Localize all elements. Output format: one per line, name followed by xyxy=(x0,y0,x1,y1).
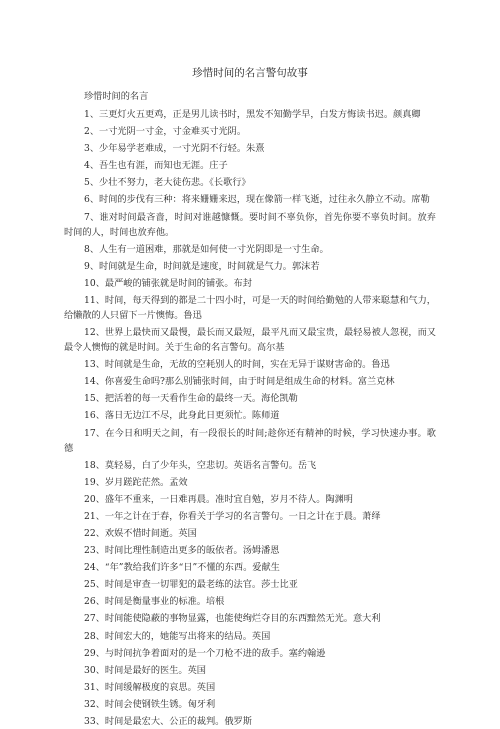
quote-item: 1、三更灯火五更鸡，正是男儿读书时，黑发不知勤学早，白发方悔读书迟。颜真卿 xyxy=(84,109,421,120)
quote-item: 20、盛年不重来，一日难再晨。准时宜自勉，岁月不待人。陶渊明 xyxy=(84,493,353,505)
quote-item: 32、时间会使钢铁生锈。匈牙利 xyxy=(84,698,216,710)
quote-item: 3、少年易学老难成，一寸光阴不行轻。朱熹 xyxy=(84,143,265,155)
quote-item: 18、莫轻易，白了少年头，空悲切。英语名言警句。岳飞 xyxy=(84,459,317,471)
quote-item: 33、时间是最宏大、公正的裁判。俄罗斯 xyxy=(84,716,252,727)
quote-item: 30、时间是最好的医生。英国 xyxy=(84,664,206,676)
quote-item: 14、你喜爱生命吗?那么别铺张时间，由于时间是组成生命的材料。富兰克林 xyxy=(84,376,395,388)
quote-list xyxy=(64,107,436,729)
quote-item: 11、时间，每天得到的都是二十四小时，可是一天的时间给勤勉的人带来聪慧和气力，给懒散的人只留下一片懊悔。鲁迅 xyxy=(64,294,436,321)
section-subtitle: 珍惜时间的名言 xyxy=(84,91,149,102)
quote-item: 24、“年”教给我们许多“日”不懂的东西。爱献生 xyxy=(84,562,280,574)
quote-item: 7、谁对时间最吝啬，时间对谁越慷慨。要时间不辜负你，首先你要不辜负时间。放弃时间的人，时间也放弃他。 xyxy=(64,211,436,238)
quote-item: 22、欢娱不惜时间逝。英国 xyxy=(84,527,197,539)
quote-item: 25、时间是审查一切罪犯的最老练的法官。莎士比亚 xyxy=(84,579,298,591)
quote-item: 28、时间宏大的，她能写出将来的结局。英国 xyxy=(84,630,271,642)
quote-item: 19、岁月蹉跎茫然。孟效 xyxy=(84,476,188,488)
quote-item: 5、少壮不努力，老大徒伤悲。《长歌行》 xyxy=(84,177,251,189)
quote-item: 9、时间就是生命，时间就是速度，时间就是气力。郭沫若 xyxy=(84,260,320,272)
quote-item: 15、把活着的每一天看作生命的最终一天。海伦凯勒 xyxy=(84,393,298,405)
quote-item: 16、落日无边江不尽，此身此日更须忙。陈师道 xyxy=(84,410,280,422)
quote-item: 12、世界上最快而又最慢，最长而又最短，最平凡而又最宝贵，最轻易被人忽视，而又最令人懊悔的就是时间。关于生命的名言警句。高尔基 xyxy=(64,327,436,354)
quote-item: 26、时间是衡量事业的标准。培根 xyxy=(84,596,225,608)
quote-item: 10、最严峻的铺张就是时间的铺张。布封 xyxy=(84,277,252,289)
quote-item: 6、时间的步伐有三种：将来姗姗来迟，现在像箭一样飞逝，过往永久静立不动。席勒 xyxy=(84,194,430,206)
quote-item: 8、人生有一道困难，那就是如何使一寸光阴即是一寸生命。 xyxy=(84,243,329,255)
quote-item: 23、时间比理性制造出更多的皈依者。汤姆潘恩 xyxy=(84,545,280,557)
quote-item: 29、与时间抗争着面对的是一个刀枪不进的敌手。塞约翰逊 xyxy=(84,647,326,659)
quote-item: 2、一寸光阴一寸金，寸金难买寸光阴。 xyxy=(84,126,247,138)
quote-item: 31、时间缓解极度的哀思。英国 xyxy=(84,681,216,693)
quote-item: 27、时间能使隐蔽的事物显露，也能使绚烂夺目的东西黯然无光。意大利 xyxy=(84,613,381,625)
document-title: 珍惜时间的名言警句故事 xyxy=(192,67,308,79)
quote-item: 4、吾生也有涯，而知也无涯。庄子 xyxy=(84,160,228,172)
quote-item: 21、一年之计在于春，你看关于学习的名言警句。一日之计在于晨。萧绎 xyxy=(84,510,381,522)
quote-item: 17、在今日和明天之间，有一段很长的时间;趁你还有精神的时候，学习快速办事。歌德 xyxy=(64,427,436,454)
quote-item: 13、时间就是生命，无故的空耗别人的时间，实在无异于谋财害命的。鲁迅 xyxy=(84,359,390,371)
